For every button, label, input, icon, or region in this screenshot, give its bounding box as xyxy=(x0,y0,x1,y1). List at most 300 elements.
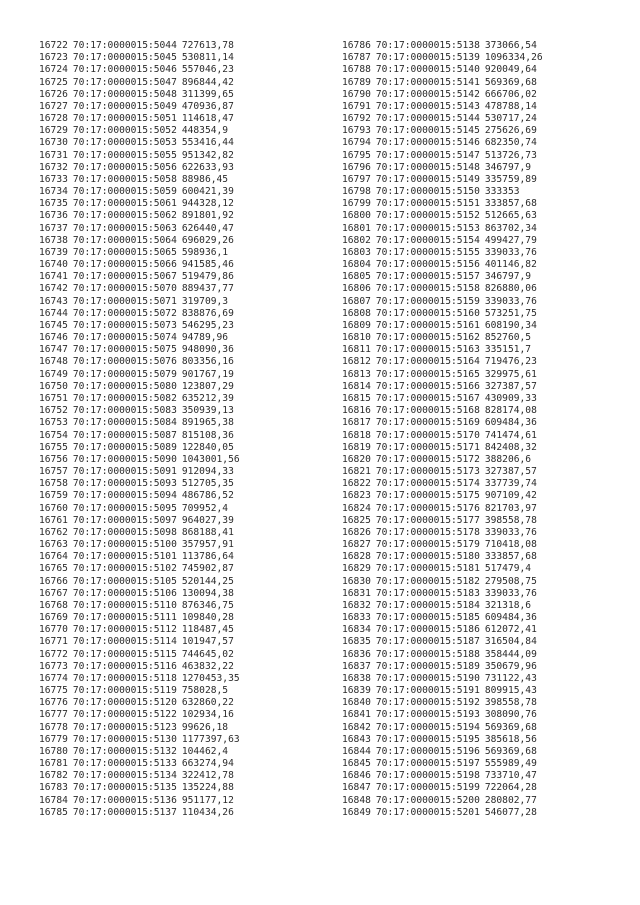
cell-id: 16755 xyxy=(39,441,68,453)
cell-code: 70:17:0000015:5118 xyxy=(72,672,177,684)
cell-code: 70:17:0000015:5182 xyxy=(375,575,480,587)
table-row xyxy=(342,77,543,89)
table-row xyxy=(342,454,543,466)
cell-code: 70:17:0000015:5059 xyxy=(72,186,177,198)
table-row xyxy=(342,52,543,64)
cell-value: 398558,78 xyxy=(484,514,537,526)
cell-value: 569369,68 xyxy=(484,76,537,88)
cell-id: 16821 xyxy=(342,466,371,478)
table-row xyxy=(342,661,543,673)
cell-id: 16741 xyxy=(39,271,68,283)
cell-value: 608190,34 xyxy=(484,319,537,331)
cell-code: 70:17:0000015:5134 xyxy=(72,770,177,782)
table-row xyxy=(342,381,543,393)
cell-value: 609484,36 xyxy=(484,417,537,429)
cell-code: 70:17:0000015:5084 xyxy=(72,417,177,429)
cell-id: 16737 xyxy=(39,222,68,234)
cell-value: 373066,54 xyxy=(484,40,537,51)
cell-value: 333353 xyxy=(484,186,520,198)
cell-value: 401146,82 xyxy=(484,259,537,271)
table-row xyxy=(342,150,543,162)
cell-code: 70:17:0000015:5091 xyxy=(72,466,177,478)
cell-value: 94789,96 xyxy=(181,332,229,344)
cell-code: 70:17:0000015:5140 xyxy=(375,64,480,76)
cell-id: 16774 xyxy=(39,672,68,684)
table-row xyxy=(342,551,543,563)
table-row xyxy=(39,673,240,685)
cell-value: 346797,9 xyxy=(484,271,532,283)
cell-code: 70:17:0000015:5201 xyxy=(375,806,480,818)
table-row xyxy=(342,223,543,235)
cell-id: 16766 xyxy=(39,575,68,587)
table-row xyxy=(342,746,543,758)
cell-id: 16843 xyxy=(342,733,371,745)
table-row xyxy=(342,40,543,52)
cell-id: 16827 xyxy=(342,539,371,551)
cell-code: 70:17:0000015:5150 xyxy=(375,186,480,198)
cell-code: 70:17:0000015:5184 xyxy=(375,599,480,611)
cell-code: 70:17:0000015:5138 xyxy=(375,40,480,51)
table-row xyxy=(342,576,543,588)
cell-value: 710418,08 xyxy=(484,539,537,551)
table-row xyxy=(342,563,543,575)
table-row xyxy=(342,137,543,149)
table-row xyxy=(342,503,543,515)
cell-id: 16802 xyxy=(342,234,371,246)
cell-code: 70:17:0000015:5076 xyxy=(72,356,177,368)
cell-id: 16791 xyxy=(342,100,371,112)
cell-code: 70:17:0000015:5160 xyxy=(375,307,480,319)
cell-value: 102934,16 xyxy=(181,709,234,721)
table-row xyxy=(342,235,543,247)
cell-id: 16729 xyxy=(39,125,68,137)
cell-value: 901767,19 xyxy=(181,368,234,380)
cell-code: 70:17:0000015:5100 xyxy=(72,539,177,551)
cell-code: 70:17:0000015:5130 xyxy=(72,733,177,745)
table-row xyxy=(39,344,240,356)
table-row xyxy=(39,125,240,137)
cell-code: 70:17:0000015:5051 xyxy=(72,113,177,125)
cell-code: 70:17:0000015:5047 xyxy=(72,76,177,88)
table-row xyxy=(39,113,240,125)
cell-code: 70:17:0000015:5156 xyxy=(375,259,480,271)
cell-id: 16725 xyxy=(39,76,68,88)
cell-id: 16799 xyxy=(342,198,371,210)
cell-code: 70:17:0000015:5094 xyxy=(72,490,177,502)
cell-code: 70:17:0000015:5093 xyxy=(72,478,177,490)
cell-code: 70:17:0000015:5152 xyxy=(375,210,480,222)
cell-value: 891801,92 xyxy=(181,210,234,222)
cell-code: 70:17:0000015:5178 xyxy=(375,526,480,538)
cell-id: 16822 xyxy=(342,478,371,490)
cell-value: 758028,5 xyxy=(181,685,229,697)
table-row xyxy=(39,685,240,697)
table-row xyxy=(342,247,543,259)
cell-id: 16837 xyxy=(342,660,371,672)
table-row xyxy=(39,89,240,101)
table-row xyxy=(39,442,240,454)
cell-value: 388206,6 xyxy=(484,453,532,465)
cell-value: 530717,24 xyxy=(484,113,537,125)
cell-code: 70:17:0000015:5162 xyxy=(375,332,480,344)
cell-code: 70:17:0000015:5197 xyxy=(375,758,480,770)
cell-value: 398558,78 xyxy=(484,697,537,709)
cell-id: 16790 xyxy=(342,88,371,100)
cell-id: 16803 xyxy=(342,246,371,258)
cell-value: 682350,74 xyxy=(484,137,537,149)
table-row xyxy=(342,430,543,442)
cell-id: 16769 xyxy=(39,612,68,624)
cell-id: 16834 xyxy=(342,624,371,636)
cell-value: 727613,78 xyxy=(181,40,234,51)
cell-code: 70:17:0000015:5163 xyxy=(375,344,480,356)
table-row xyxy=(39,697,240,709)
table-row xyxy=(39,137,240,149)
table-row xyxy=(39,101,240,113)
cell-value: 329975,61 xyxy=(484,368,537,380)
cell-value: 513726,73 xyxy=(484,149,537,161)
cell-code: 70:17:0000015:5075 xyxy=(72,344,177,356)
cell-value: 517479,4 xyxy=(484,563,532,575)
table-row xyxy=(39,490,240,502)
cell-id: 16808 xyxy=(342,307,371,319)
cell-id: 16777 xyxy=(39,709,68,721)
cell-id: 16747 xyxy=(39,344,68,356)
cell-value: 279508,75 xyxy=(484,575,537,587)
cell-id: 16825 xyxy=(342,514,371,526)
cell-value: 280802,77 xyxy=(484,794,537,806)
cell-value: 333857,68 xyxy=(484,198,537,210)
cell-id: 16847 xyxy=(342,782,371,794)
table-row xyxy=(342,393,543,405)
cell-id: 16780 xyxy=(39,745,68,757)
cell-id: 16797 xyxy=(342,173,371,185)
cell-id: 16771 xyxy=(39,636,68,648)
cell-code: 70:17:0000015:5044 xyxy=(72,40,177,51)
cell-value: 1096334,26 xyxy=(484,52,543,64)
table-row xyxy=(342,709,543,721)
table-row xyxy=(342,588,543,600)
cell-id: 16734 xyxy=(39,186,68,198)
cell-id: 16832 xyxy=(342,599,371,611)
cell-value: 109840,28 xyxy=(181,612,234,624)
table-row xyxy=(342,308,543,320)
cell-code: 70:17:0000015:5056 xyxy=(72,161,177,173)
cell-value: 842408,32 xyxy=(484,441,537,453)
cell-code: 70:17:0000015:5159 xyxy=(375,295,480,307)
cell-code: 70:17:0000015:5045 xyxy=(72,52,177,64)
table-row xyxy=(39,393,240,405)
table-row xyxy=(342,612,543,624)
cell-code: 70:17:0000015:5070 xyxy=(72,283,177,295)
table-row xyxy=(342,101,543,113)
cell-code: 70:17:0000015:5196 xyxy=(375,745,480,757)
cell-code: 70:17:0000015:5090 xyxy=(72,453,177,465)
table-row xyxy=(342,125,543,137)
cell-id: 16786 xyxy=(342,40,371,51)
cell-value: 709952,4 xyxy=(181,502,229,514)
cell-value: 327387,57 xyxy=(484,466,537,478)
cell-id: 16804 xyxy=(342,259,371,271)
cell-id: 16773 xyxy=(39,660,68,672)
cell-code: 70:17:0000015:5188 xyxy=(375,648,480,660)
cell-value: 470936,87 xyxy=(181,100,234,112)
cell-id: 16749 xyxy=(39,368,68,380)
cell-code: 70:17:0000015:5063 xyxy=(72,222,177,234)
cell-code: 70:17:0000015:5158 xyxy=(375,283,480,295)
cell-code: 70:17:0000015:5154 xyxy=(375,234,480,246)
table-row xyxy=(39,649,240,661)
cell-id: 16839 xyxy=(342,685,371,697)
cell-code: 70:17:0000015:5095 xyxy=(72,502,177,514)
cell-value: 828174,08 xyxy=(484,405,537,417)
cell-id: 16761 xyxy=(39,514,68,526)
cell-id: 16844 xyxy=(342,745,371,757)
cell-code: 70:17:0000015:5141 xyxy=(375,76,480,88)
cell-code: 70:17:0000015:5190 xyxy=(375,672,480,684)
cell-code: 70:17:0000015:5161 xyxy=(375,319,480,331)
table-row xyxy=(39,235,240,247)
cell-id: 16826 xyxy=(342,526,371,538)
cell-code: 70:17:0000015:5167 xyxy=(375,392,480,404)
cell-value: 891965,38 xyxy=(181,417,234,429)
table-row xyxy=(342,673,543,685)
cell-code: 70:17:0000015:5166 xyxy=(375,380,480,392)
table-row xyxy=(342,162,543,174)
table-row xyxy=(39,709,240,721)
cell-value: 123807,29 xyxy=(181,380,234,392)
cell-id: 16739 xyxy=(39,246,68,258)
cell-id: 16776 xyxy=(39,697,68,709)
cell-id: 16820 xyxy=(342,453,371,465)
cell-code: 70:17:0000015:5111 xyxy=(72,612,177,624)
cell-id: 16764 xyxy=(39,551,68,563)
right-column xyxy=(342,40,543,819)
cell-id: 16756 xyxy=(39,453,68,465)
cell-id: 16792 xyxy=(342,113,371,125)
table-row xyxy=(39,576,240,588)
cell-id: 16836 xyxy=(342,648,371,660)
cell-value: 666706,02 xyxy=(484,88,537,100)
cell-id: 16828 xyxy=(342,551,371,563)
cell-value: 275626,69 xyxy=(484,125,537,137)
cell-id: 16758 xyxy=(39,478,68,490)
cell-id: 16770 xyxy=(39,624,68,636)
cell-id: 16746 xyxy=(39,332,68,344)
cell-value: 907109,42 xyxy=(484,490,537,502)
table-row xyxy=(342,515,543,527)
table-row xyxy=(342,722,543,734)
cell-code: 70:17:0000015:5114 xyxy=(72,636,177,648)
cell-code: 70:17:0000015:5146 xyxy=(375,137,480,149)
cell-value: 569369,68 xyxy=(484,721,537,733)
cell-id: 16782 xyxy=(39,770,68,782)
cell-code: 70:17:0000015:5132 xyxy=(72,745,177,757)
cell-code: 70:17:0000015:5193 xyxy=(375,709,480,721)
cell-id: 16738 xyxy=(39,234,68,246)
table-row xyxy=(39,174,240,186)
table-row xyxy=(342,259,543,271)
table-row xyxy=(39,782,240,794)
cell-code: 70:17:0000015:5165 xyxy=(375,368,480,380)
table-row xyxy=(39,77,240,89)
cell-id: 16816 xyxy=(342,405,371,417)
table-row xyxy=(342,198,543,210)
cell-code: 70:17:0000015:5120 xyxy=(72,697,177,709)
cell-value: 569369,68 xyxy=(484,745,537,757)
cell-value: 722064,28 xyxy=(484,782,537,794)
cell-id: 16789 xyxy=(342,76,371,88)
cell-value: 333857,68 xyxy=(484,551,537,563)
cell-id: 16726 xyxy=(39,88,68,100)
cell-value: 826880,06 xyxy=(484,283,537,295)
cell-value: 486786,52 xyxy=(181,490,234,502)
cell-value: 598936,1 xyxy=(181,246,229,258)
cell-id: 16823 xyxy=(342,490,371,502)
table-row xyxy=(39,466,240,478)
cell-value: 130094,38 xyxy=(181,587,234,599)
cell-value: 113786,64 xyxy=(181,551,234,563)
cell-code: 70:17:0000015:5122 xyxy=(72,709,177,721)
cell-value: 951177,12 xyxy=(181,794,234,806)
cell-code: 70:17:0000015:5179 xyxy=(375,539,480,551)
cell-value: 626440,47 xyxy=(181,222,234,234)
cell-id: 16763 xyxy=(39,539,68,551)
cell-code: 70:17:0000015:5098 xyxy=(72,526,177,538)
cell-id: 16740 xyxy=(39,259,68,271)
table-row xyxy=(39,186,240,198)
cell-code: 70:17:0000015:5073 xyxy=(72,319,177,331)
table-row xyxy=(39,259,240,271)
cell-value: 463832,22 xyxy=(181,660,234,672)
table-row xyxy=(39,417,240,429)
cell-id: 16765 xyxy=(39,563,68,575)
cell-value: 546295,23 xyxy=(181,319,234,331)
table-row xyxy=(39,369,240,381)
cell-code: 70:17:0000015:5195 xyxy=(375,733,480,745)
cell-code: 70:17:0000015:5192 xyxy=(375,697,480,709)
cell-code: 70:17:0000015:5171 xyxy=(375,441,480,453)
cell-code: 70:17:0000015:5186 xyxy=(375,624,480,636)
table-row xyxy=(39,734,240,746)
cell-value: 719476,23 xyxy=(484,356,537,368)
cell-code: 70:17:0000015:5116 xyxy=(72,660,177,672)
table-row xyxy=(39,661,240,673)
table-row xyxy=(342,527,543,539)
cell-value: 948090,36 xyxy=(181,344,234,356)
cell-id: 16723 xyxy=(39,52,68,64)
cell-id: 16748 xyxy=(39,356,68,368)
cell-value: 733710,47 xyxy=(484,770,537,782)
cell-id: 16793 xyxy=(342,125,371,137)
cell-id: 16732 xyxy=(39,161,68,173)
table-row xyxy=(39,746,240,758)
cell-id: 16783 xyxy=(39,782,68,794)
cell-value: 663274,94 xyxy=(181,758,234,770)
cell-code: 70:17:0000015:5115 xyxy=(72,648,177,660)
table-row xyxy=(342,405,543,417)
cell-code: 70:17:0000015:5067 xyxy=(72,271,177,283)
cell-code: 70:17:0000015:5052 xyxy=(72,125,177,137)
cell-id: 16812 xyxy=(342,356,371,368)
cell-code: 70:17:0000015:5200 xyxy=(375,794,480,806)
cell-code: 70:17:0000015:5183 xyxy=(375,587,480,599)
cell-id: 16809 xyxy=(342,319,371,331)
table-row xyxy=(39,198,240,210)
cell-id: 16811 xyxy=(342,344,371,356)
table-row xyxy=(342,417,543,429)
cell-code: 70:17:0000015:5155 xyxy=(375,246,480,258)
cell-id: 16819 xyxy=(342,441,371,453)
table-row xyxy=(342,113,543,125)
cell-id: 16775 xyxy=(39,685,68,697)
cell-code: 70:17:0000015:5048 xyxy=(72,88,177,100)
table-row xyxy=(342,210,543,222)
cell-id: 16752 xyxy=(39,405,68,417)
cell-code: 70:17:0000015:5147 xyxy=(375,149,480,161)
table-row xyxy=(342,344,543,356)
cell-code: 70:17:0000015:5168 xyxy=(375,405,480,417)
table-row xyxy=(342,649,543,661)
cell-id: 16841 xyxy=(342,709,371,721)
cell-code: 70:17:0000015:5157 xyxy=(375,271,480,283)
table-row xyxy=(342,685,543,697)
cell-code: 70:17:0000015:5055 xyxy=(72,149,177,161)
table-row xyxy=(39,527,240,539)
cell-code: 70:17:0000015:5074 xyxy=(72,332,177,344)
table-row xyxy=(39,588,240,600)
cell-value: 803356,16 xyxy=(181,356,234,368)
cell-value: 350939,13 xyxy=(181,405,234,417)
cell-code: 70:17:0000015:5087 xyxy=(72,429,177,441)
table-row xyxy=(39,296,240,308)
cell-code: 70:17:0000015:5097 xyxy=(72,514,177,526)
cell-value: 110434,26 xyxy=(181,806,234,818)
cell-code: 70:17:0000015:5089 xyxy=(72,441,177,453)
cell-code: 70:17:0000015:5072 xyxy=(72,307,177,319)
cell-id: 16796 xyxy=(342,161,371,173)
table-row xyxy=(39,283,240,295)
table-row xyxy=(342,770,543,782)
cell-id: 16794 xyxy=(342,137,371,149)
cell-id: 16807 xyxy=(342,295,371,307)
cell-code: 70:17:0000015:5169 xyxy=(375,417,480,429)
cell-code: 70:17:0000015:5080 xyxy=(72,380,177,392)
cell-value: 920049,64 xyxy=(484,64,537,76)
cell-code: 70:17:0000015:5135 xyxy=(72,782,177,794)
cell-value: 88986,45 xyxy=(181,173,229,185)
cell-value: 546077,28 xyxy=(484,806,537,818)
left-column xyxy=(39,40,240,819)
table-row xyxy=(342,758,543,770)
cell-value: 573251,75 xyxy=(484,307,537,319)
table-row xyxy=(39,64,240,76)
cell-value: 316504,84 xyxy=(484,636,537,648)
cell-id: 16753 xyxy=(39,417,68,429)
cell-id: 16743 xyxy=(39,295,68,307)
cell-code: 70:17:0000015:5102 xyxy=(72,563,177,575)
cell-value: 512665,63 xyxy=(484,210,537,222)
cell-value: 635212,39 xyxy=(181,392,234,404)
cell-id: 16779 xyxy=(39,733,68,745)
cell-value: 1043001,56 xyxy=(181,453,240,465)
table-row xyxy=(39,807,240,819)
cell-value: 815108,36 xyxy=(181,429,234,441)
cell-value: 731122,43 xyxy=(484,672,537,684)
cell-id: 16829 xyxy=(342,563,371,575)
table-row xyxy=(39,308,240,320)
cell-id: 16727 xyxy=(39,100,68,112)
